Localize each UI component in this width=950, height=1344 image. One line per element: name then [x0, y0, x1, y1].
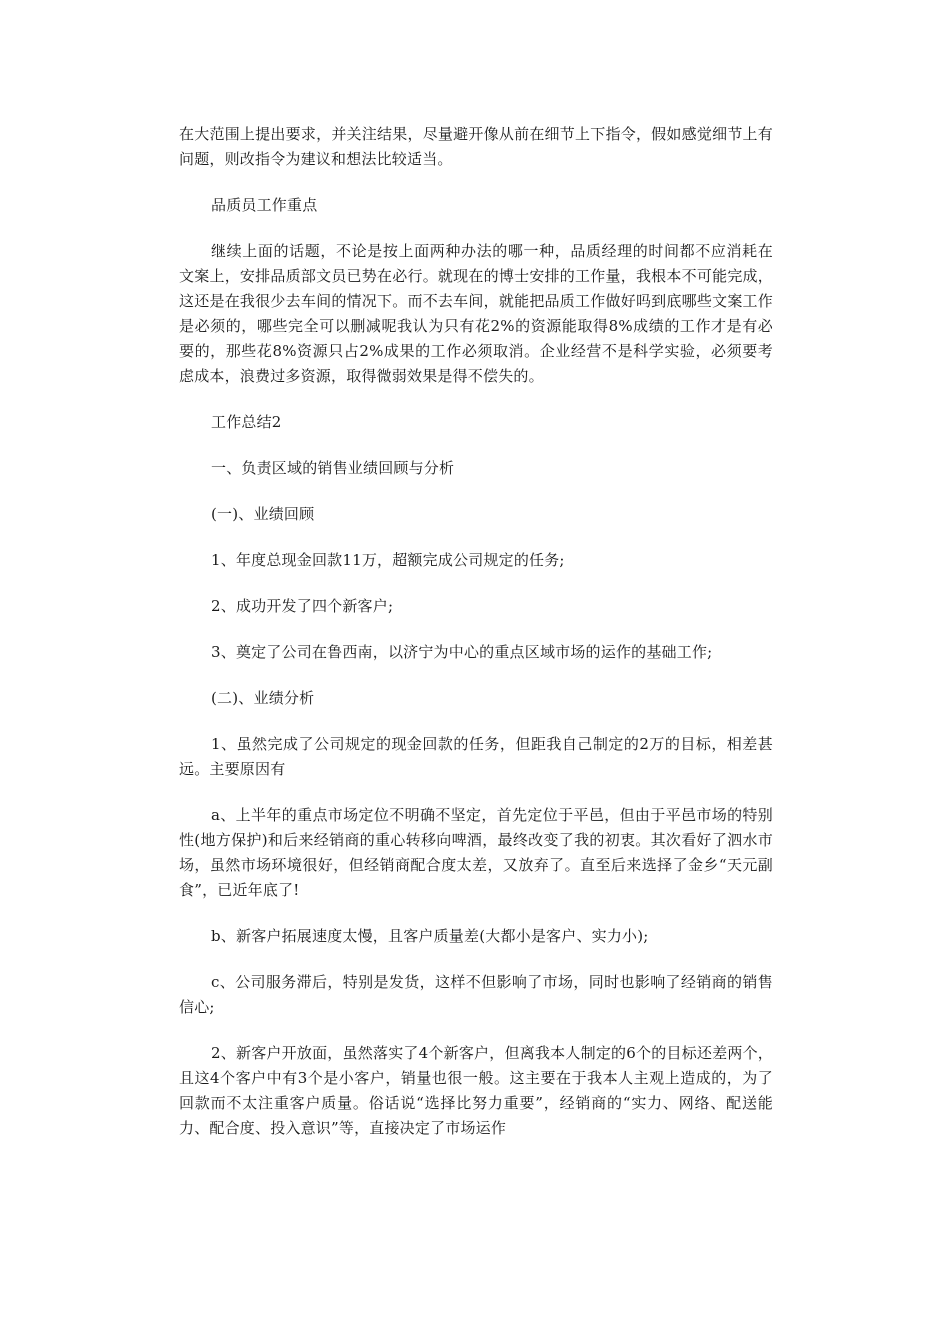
heading-performance-review: (一)、业绩回顾 [211, 505, 315, 523]
paragraph-intro: 在大范围上提出要求，并关注结果，尽量避开像从前在细节上下指令，假如感觉细节上有问题，则改指令为建议和想法比较适当。 [179, 125, 773, 168]
paragraph-analysis-c: c、公司服务滞后，特别是发货，这样不但影响了市场，同时也影响了经销商的销售信心; [179, 973, 773, 1016]
paragraph-analysis-a: a、上半年的重点市场定位不明确不坚定，首先定位于平邑，但由于平邑市场的特别性(地方保护)和后来经销商的重心转移向啤酒，最终改变了我的初衷。其次看好了泗水市场，虽然市场环境很好，但经销商配合度太差，又放弃了。直至后来选择了金乡“天元副食”，已近年底了! [179, 806, 773, 899]
heading-performance-analysis: (二)、业绩分析 [211, 689, 315, 707]
heading-summary-2: 工作总结2 [211, 413, 282, 431]
heading-quality-focus: 品质员工作重点 [211, 196, 318, 214]
paragraph-quality-focus: 继续上面的话题，不论是按上面两种办法的哪一种，品质经理的时间都不应消耗在文案上，安排品质部文员已势在必行。就现在的博士安排的工作量，我根本不可能完成，这还是在我很少去车间的情况下。而不去车间，就能把品质工作做好吗到底哪些文案工作是必须的，哪些完全可以删减呢我认为只有花2%的资源能取得8%成绩的工作才是有必要的，那些花8%资源只占2%成果的工作必须取消。企业经营不是科学实验，必须要考虑成本，浪费过多资源，取得微弱效果是得不偿失的。 [179, 242, 773, 385]
paragraph-analysis-b: b、新客户拓展速度太慢，且客户质量差(大都小是客户、实力小); [211, 927, 649, 945]
list-item-3: 3、奠定了公司在鲁西南，以济宁为中心的重点区域市场的运作的基础工作; [211, 643, 713, 661]
paragraph-analysis-2: 2、新客户开放面，虽然落实了4个新客户，但离我本人制定的6个的目标还差两个，且这4个客户中有3个是小客户，销量也很一般。这主要在于我本人主观上造成的，为了回款而不太注重客户质量。俗话说“选择比努力重要”，经销商的“实力、网络、配送能力、配合度、投入意识”等，直接决定了市场运作 [179, 1044, 773, 1137]
document-page [179, 122, 773, 1141]
list-item-2: 2、成功开发了四个新客户; [211, 597, 394, 615]
list-item-1: 1、年度总现金回款11万，超额完成公司规定的任务; [211, 551, 565, 569]
paragraph-analysis-1: 1、虽然完成了公司规定的现金回款的任务，但距我自己制定的2万的目标，相差甚远。主要原因有 [179, 735, 773, 778]
heading-section-1: 一、负责区域的销售业绩回顾与分析 [211, 459, 455, 477]
